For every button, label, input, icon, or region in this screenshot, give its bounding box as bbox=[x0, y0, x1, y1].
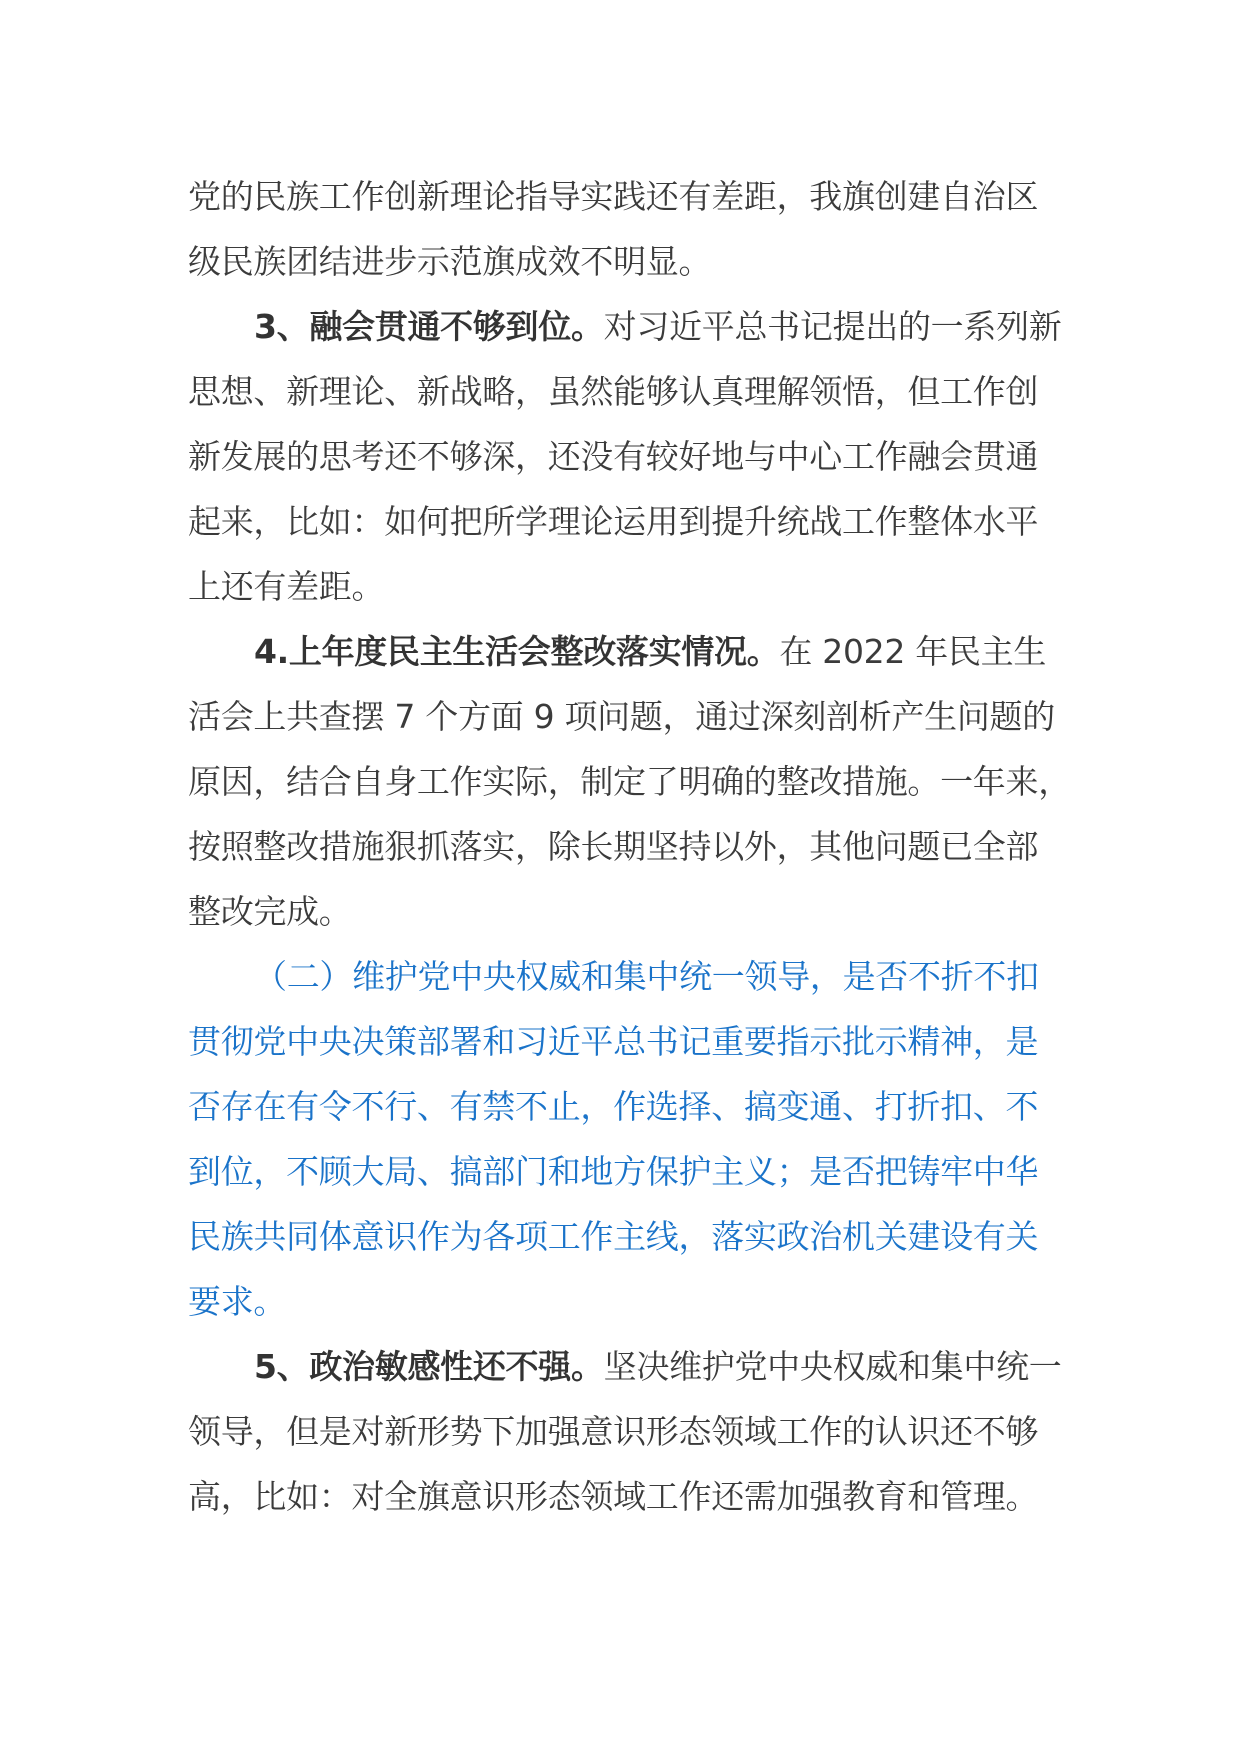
text-line: 否存在有令不行、有禁不止，作选择、搞变通、打折扣、不 bbox=[188, 1087, 1039, 1126]
text-line: 要求。 bbox=[188, 1282, 287, 1321]
text-line: 到位，不顾大局、搞部门和地方保护主义；是否把铸牢中华 bbox=[188, 1152, 1039, 1191]
paragraph-item-4 bbox=[188, 619, 1071, 944]
section-heading-2 bbox=[188, 944, 1068, 1334]
text-line: 贯彻党中央决策部署和习近平总书记重要指示批示精神，是 bbox=[188, 1022, 1039, 1061]
text-line: （二）维护党中央权威和集中统一领导，是否不折不扣 bbox=[254, 957, 1039, 996]
item-heading: 5、政治敏感性还不强。 bbox=[254, 1347, 604, 1386]
text-line: 整改完成。 bbox=[188, 892, 352, 931]
text-run: 在 2022 年民主生 bbox=[779, 632, 1047, 671]
text-line bbox=[188, 1334, 1068, 1399]
text-line bbox=[188, 619, 1068, 684]
text-line: 起来，比如：如何把所学理论运用到提升统战工作整体水平 bbox=[188, 502, 1039, 541]
text-line bbox=[188, 294, 1068, 359]
text-line: 活会上共查摆 7 个方面 9 项问题，通过深刻剖析产生问题的 bbox=[188, 697, 1055, 736]
paragraph-item-5 bbox=[188, 1334, 1068, 1529]
text-run: 坚决维护党中央权威和集中统一 bbox=[603, 1347, 1062, 1386]
text-line: 思想、新理论、新战略，虽然能够认真理解领悟，但工作创 bbox=[188, 372, 1039, 411]
text-line: 高，比如：对全旗意识形态领域工作还需加强教育和管理。 bbox=[188, 1477, 1039, 1516]
text-run: 对习近平总书记提出的一系列新 bbox=[603, 307, 1062, 346]
item-heading: 4.上年度民主生活会整改落实情况。 bbox=[254, 632, 780, 671]
text-line: 领导，但是对新形势下加强意识形态领域工作的认识还不够 bbox=[188, 1412, 1039, 1451]
text-line: 级民族团结进步示范旗成效不明显。 bbox=[188, 242, 712, 281]
item-heading: 3、融会贯通不够到位。 bbox=[254, 307, 604, 346]
document-body bbox=[188, 164, 1071, 1529]
text-line: 党的民族工作创新理论指导实践还有差距，我旗创建自治区 bbox=[188, 177, 1039, 216]
paragraph-continuation bbox=[188, 164, 1068, 294]
paragraph-item-3 bbox=[188, 294, 1068, 619]
text-line: 上还有差距。 bbox=[188, 567, 385, 606]
text-line: 民族共同体意识作为各项工作主线，落实政治机关建设有关 bbox=[188, 1217, 1039, 1256]
text-line: 原因，结合自身工作实际，制定了明确的整改措施。一年来， bbox=[188, 762, 1071, 801]
text-line: 按照整改措施狠抓落实，除长期坚持以外，其他问题已全部 bbox=[188, 827, 1039, 866]
text-line: 新发展的思考还不够深，还没有较好地与中心工作融会贯通 bbox=[188, 437, 1039, 476]
